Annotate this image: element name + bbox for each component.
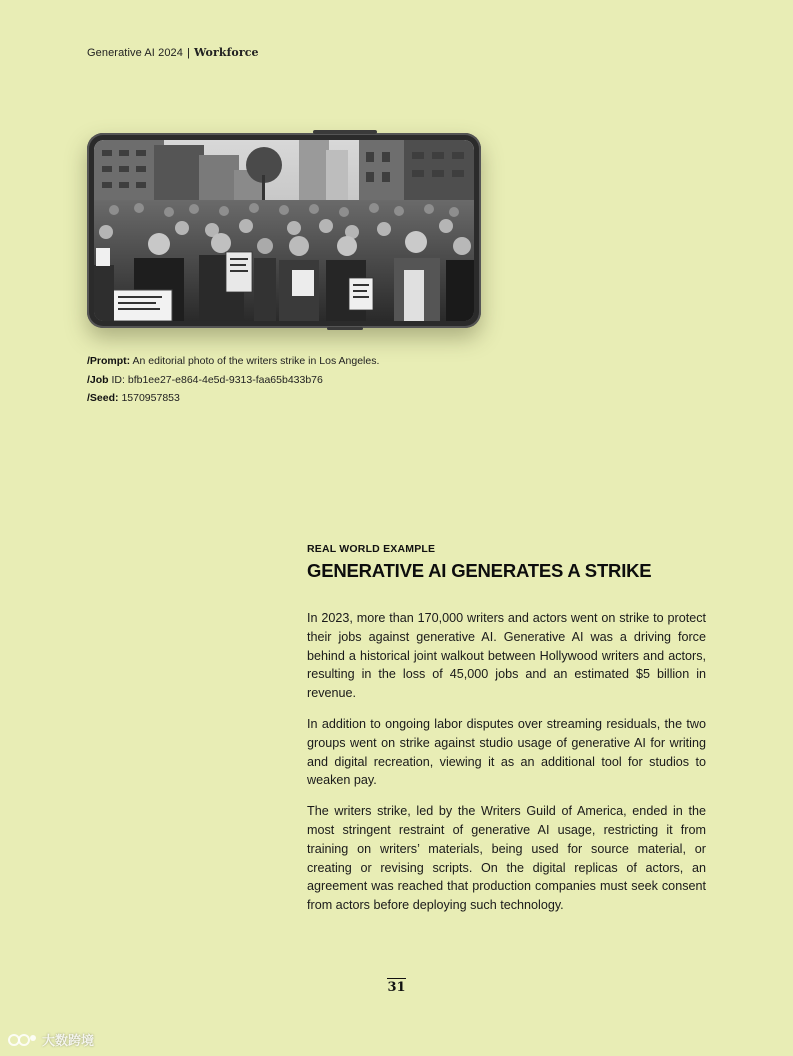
article-kicker: REAL WORLD EXAMPLE [307, 543, 436, 555]
strike-photo-illustration [94, 140, 474, 321]
article-paragraph: The writers strike, led by the Writers Guild of America, ended in the most stringent restraint of generative AI usage, restricting it from training on writers’ materials, being used for source material, or creating or revising scripts. On the digital replicas of actors, an agreement was reached that production companies must seek consent from actors before deploying such technology. [307, 804, 706, 913]
job-id: ID: bfb1ee27-e864-4e5d-9313-faa65b433b76 [111, 373, 323, 386]
prompt-line [87, 352, 379, 371]
job-line [87, 371, 379, 390]
article-body [307, 609, 706, 915]
phone-bottom-button [327, 327, 363, 330]
seed-value: 1570957853 [121, 392, 180, 404]
article [307, 543, 706, 927]
page-number: 31 [387, 980, 406, 995]
prompt-label: /Prompt: [87, 355, 131, 367]
phone-mockup [87, 133, 481, 328]
phone-side-button [313, 130, 377, 134]
seed-line [87, 389, 379, 408]
article-headline: GENERATIVE AI GENERATES A STRIKE [307, 560, 652, 581]
image-caption [87, 352, 379, 408]
watermark-logo-icon [8, 1032, 38, 1048]
prompt-text: An editorial photo of the writers strike in Los Angeles. [132, 355, 380, 367]
section-title: Workforce [193, 46, 259, 59]
watermark-text: 大数跨境 [42, 1033, 95, 1048]
seed-label: /Seed: [87, 392, 119, 404]
job-label: /Job [87, 373, 109, 386]
article-paragraph: In 2023, more than 170,000 writers and actors went on strike to protect their jobs against generative AI. Generative AI was a driving force behind a historical joint walkout between Hollywood writers and actors, resulting in the loss of 45,000 jobs and an estimated $5 billion in revenue. [307, 611, 706, 701]
report-title: Generative AI 2024 [87, 46, 183, 59]
watermark [8, 1030, 94, 1049]
article-paragraph: In addition to ongoing labor disputes over streaming residuals, the two groups went on strike against studio usage of generative AI for writing and digital recreation, viewing it as an additional tool for studios to weaken pay. [307, 716, 706, 788]
page-header [87, 46, 259, 59]
header-separator: | [186, 46, 190, 59]
strike-photo [94, 140, 474, 321]
